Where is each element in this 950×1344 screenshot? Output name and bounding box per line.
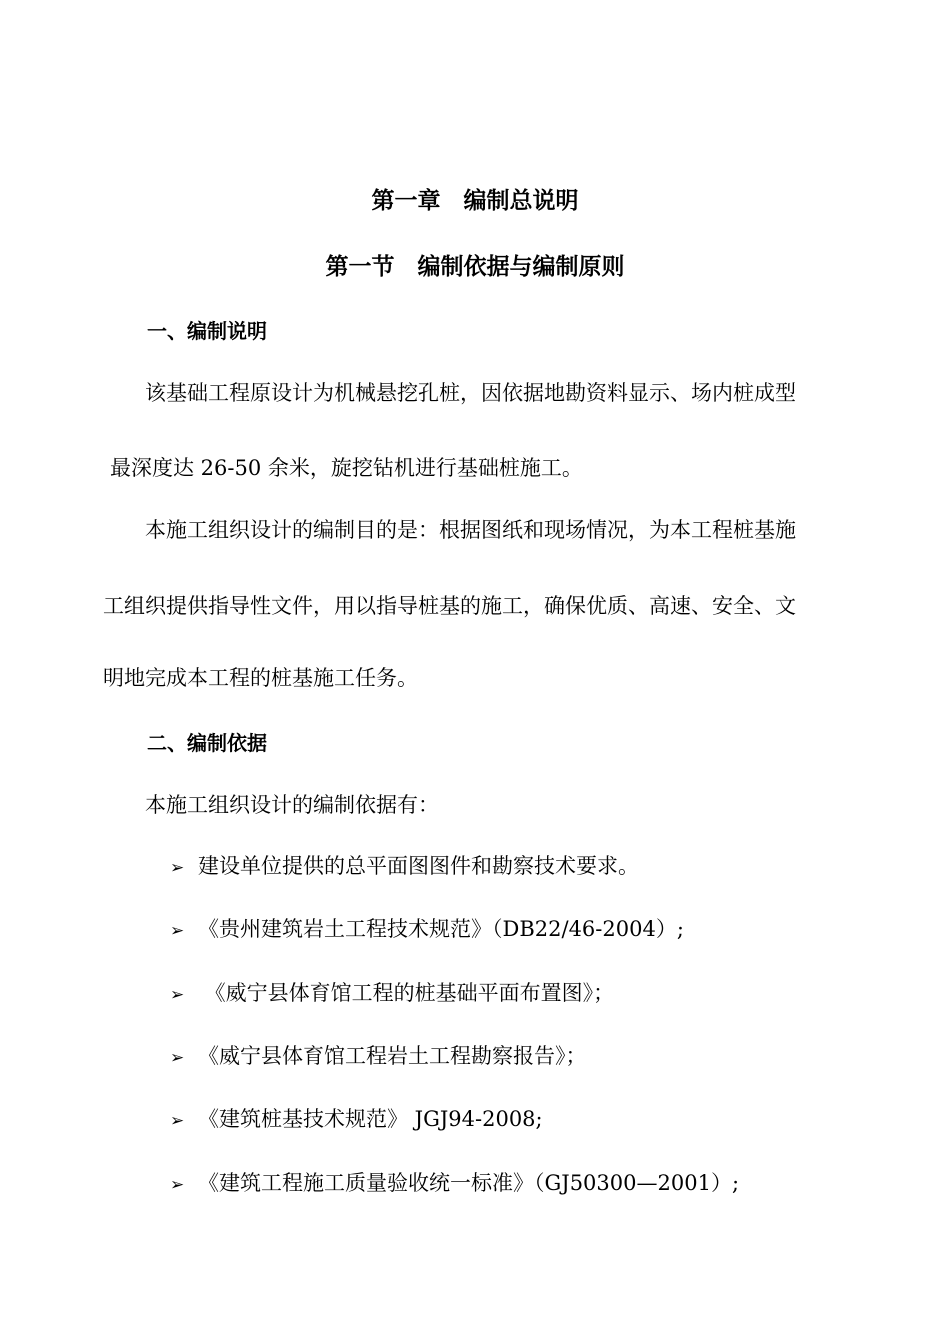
- para1-line2: 最深度达 26-50 余米，旋挖钻机进行基础桩施工。: [110, 456, 583, 480]
- list-item: [170, 1042, 587, 1072]
- part2-heading: 二、编制依据: [147, 731, 267, 755]
- chapter-title: 第一章 编制总说明: [371, 188, 579, 214]
- list-item: [170, 1105, 543, 1135]
- para2-line3: 明地完成本工程的桩基施工任务。: [103, 666, 418, 690]
- list-item-text: 《建筑工程施工质量验收统一标准》（GJ50300—2001）;: [198, 1171, 740, 1195]
- list-item: [170, 915, 684, 945]
- para1-line1: 该基础工程原设计为机械悬挖孔桩，因依据地勘资料显示、场内桩成型: [145, 381, 796, 405]
- arrow-bullet-icon: ➢: [170, 921, 185, 941]
- part2-intro: 本施工组织设计的编制依据有：: [145, 793, 439, 817]
- list-item-text: 《威宁县体育馆工程的桩基础平面布置图》；: [198, 981, 615, 1005]
- list-item-text: 《建筑桩基技术规范》 JGJ94-2008;: [198, 1107, 543, 1131]
- arrow-bullet-icon: ➢: [170, 858, 185, 878]
- list-item: [170, 852, 639, 882]
- part1-heading: 一、编制说明: [147, 319, 267, 343]
- list-item-text: 《贵州建筑岩土工程技术规范》（DB22/46-2004）;: [198, 917, 684, 941]
- section-title: 第一节 编制依据与编制原则: [325, 254, 625, 280]
- arrow-bullet-icon: ➢: [170, 985, 185, 1005]
- list-item: [170, 979, 614, 1009]
- arrow-bullet-icon: ➢: [170, 1175, 185, 1195]
- list-item-text: 《威宁县体育馆工程岩土工程勘察报告》；: [198, 1044, 587, 1068]
- list-item: [170, 1169, 739, 1199]
- arrow-bullet-icon: ➢: [170, 1111, 185, 1131]
- para2-line1: 本施工组织设计的编制目的是：根据图纸和现场情况，为本工程桩基施: [145, 518, 796, 542]
- arrow-bullet-icon: ➢: [170, 1048, 185, 1068]
- list-item-text: 建设单位提供的总平面图图件和勘察技术要求。: [198, 854, 639, 878]
- para2-line2: 工组织提供指导性文件，用以指导桩基的施工，确保优质、高速、安全、文: [103, 594, 796, 618]
